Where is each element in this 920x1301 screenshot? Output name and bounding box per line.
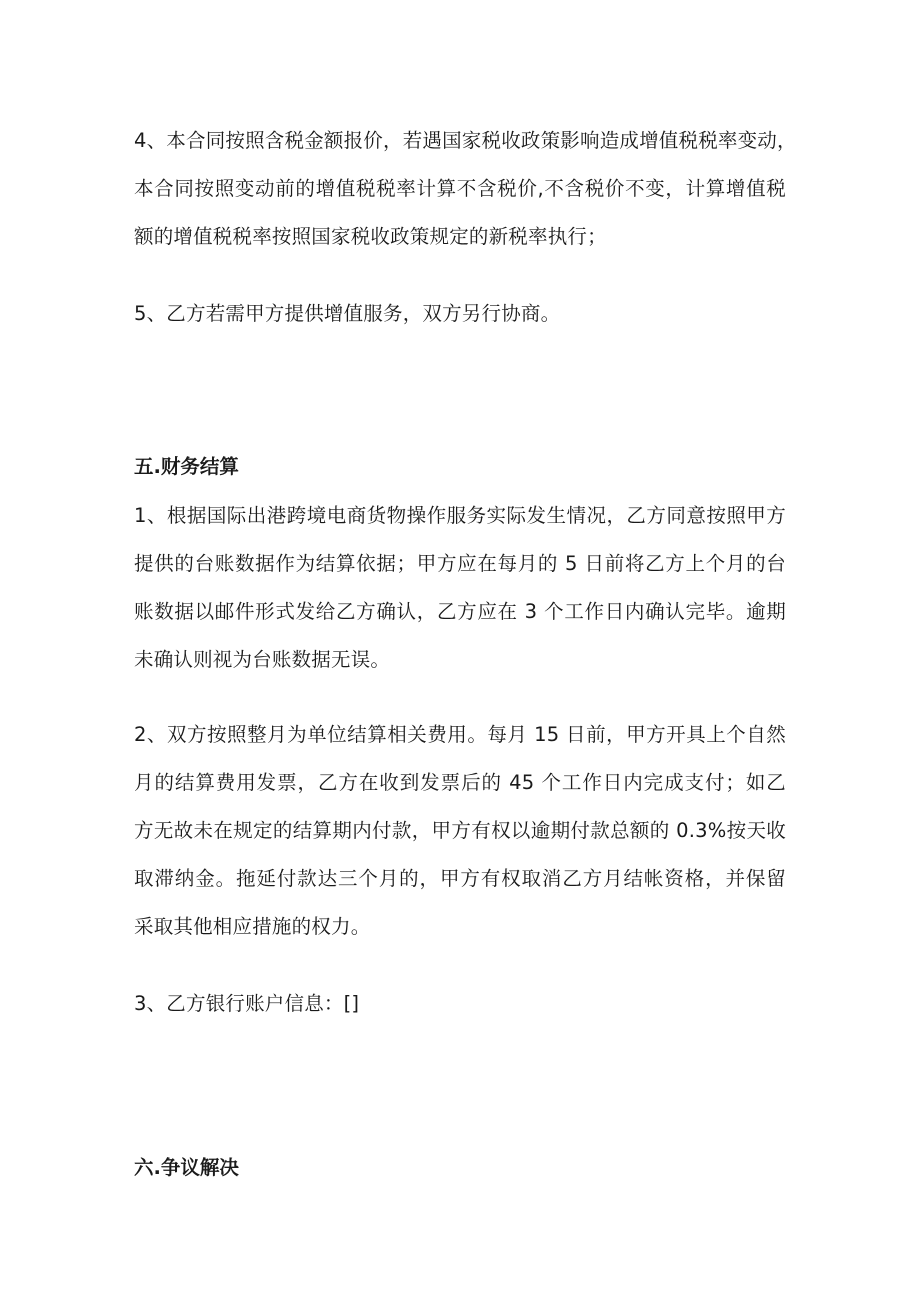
tax-clause-line-2: 本合同按照变动前的增值税税率计算不含税价,不含税价不变，计算增值税 — [134, 177, 786, 200]
tax-clause-line-1: 4、本合同按照含税金额报价，若遇国家税收政策影响造成增值税税率变动， — [134, 129, 797, 152]
finance-clause-2-line-2: 月的结算费用发票，乙方在收到发票后的 45 个工作日内完成支付；如乙 — [134, 771, 786, 794]
finance-clause-2-line-1: 2、双方按照整月为单位结算相关费用。每月 15 日前，甲方开具上个自然 — [134, 723, 786, 746]
finance-section-heading: 五.财务结算 — [134, 455, 239, 478]
value-added-service-paragraph — [134, 290, 786, 338]
finance-clause-2-line-4: 取滞纳金。拖延付款达三个月的，甲方有权取消乙方月结帐资格，并保留 — [134, 867, 786, 890]
finance-clause-1-paragraph — [134, 492, 786, 684]
finance-clause-1-line-3: 账数据以邮件形式发给乙方确认，乙方应在 3 个工作日内确认完毕。逾期 — [134, 600, 786, 623]
finance-clause-2-line-3: 方无故未在规定的结算期内付款，甲方有权以逾期付款总额的 0.3%按天收 — [134, 819, 786, 842]
finance-clause-2-line-5: 采取其他相应措施的权力。 — [134, 915, 371, 938]
tax-clause-paragraph — [134, 117, 797, 261]
finance-clause-1-line-1: 1、根据国际出港跨境电商货物操作服务实际发生情况，乙方同意按照甲方 — [134, 504, 786, 527]
finance-clause-3-paragraph — [134, 980, 786, 1028]
value-added-service-line: 5、乙方若需甲方提供增值服务，双方另行协商。 — [134, 302, 561, 325]
finance-clause-2-paragraph — [134, 711, 786, 951]
finance-clause-1-line-2: 提供的台账数据作为结算依据；甲方应在每月的 5 日前将乙方上个月的台 — [134, 552, 786, 575]
finance-clause-1-line-4: 未确认则视为台账数据无误。 — [134, 648, 391, 671]
dispute-section-heading: 六.争议解决 — [134, 1156, 239, 1179]
bank-account-info-line: 3、乙方银行账户信息：[] — [134, 992, 360, 1015]
tax-clause-line-3: 额的增值税税率按照国家税收政策规定的新税率执行； — [134, 225, 607, 248]
